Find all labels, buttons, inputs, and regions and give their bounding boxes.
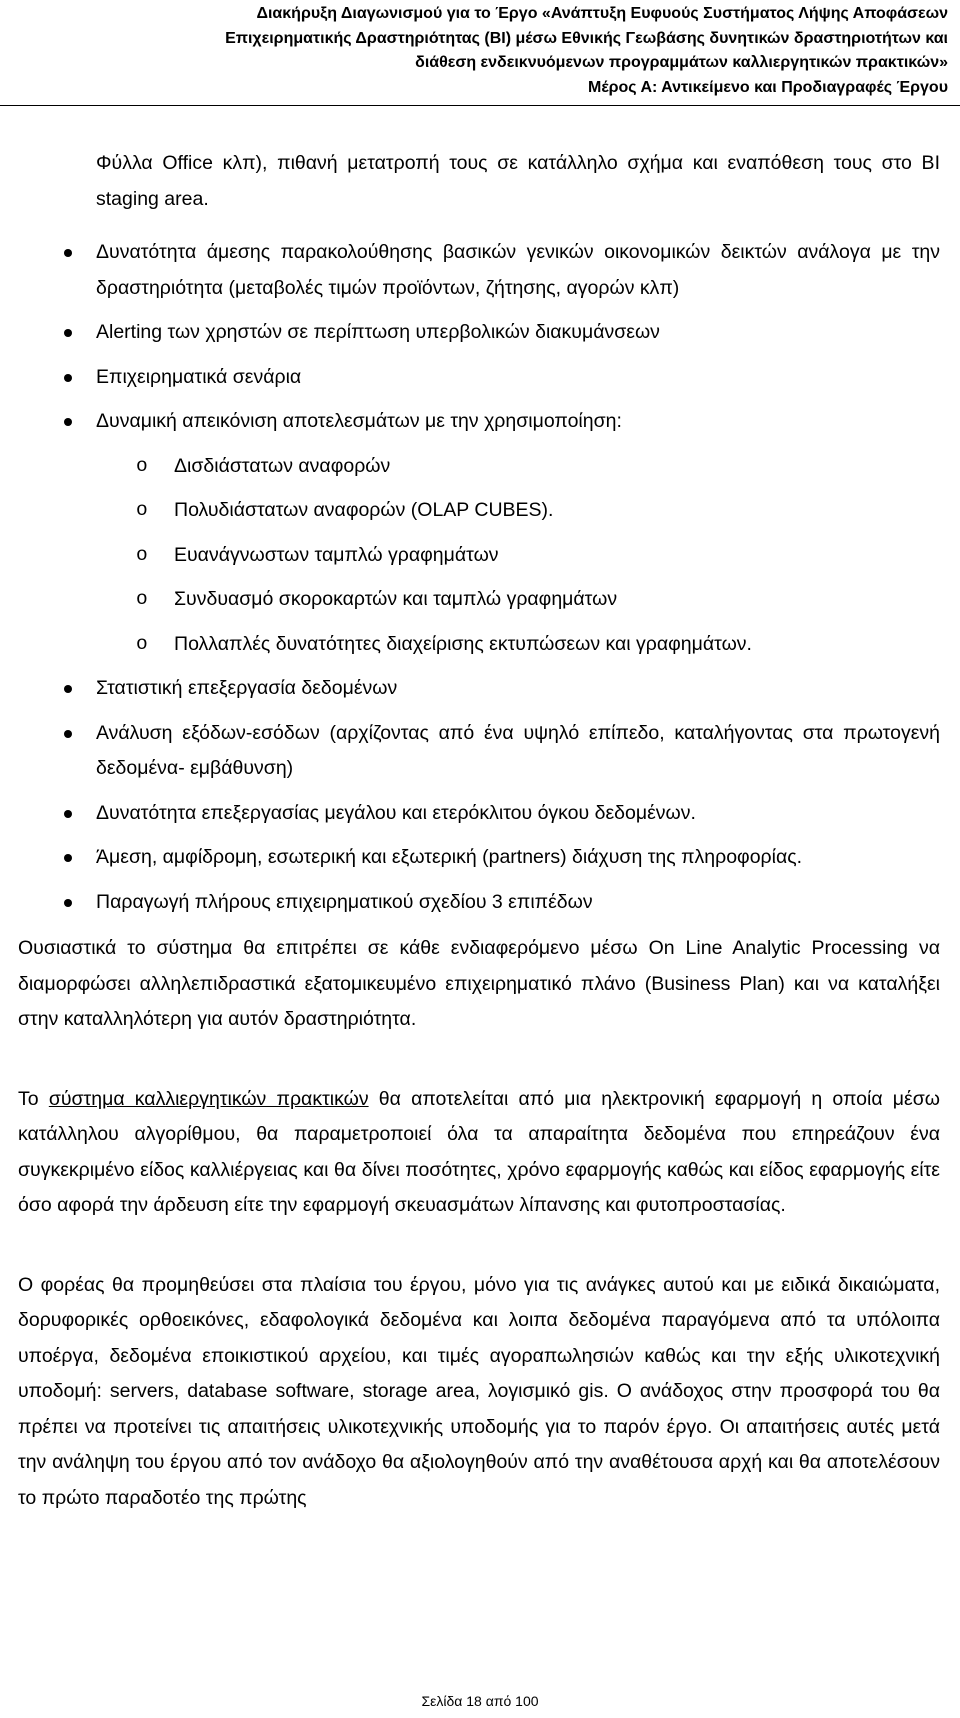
continuation-text: Φύλλα Office κλπ), πιθανή μετατροπή τους σε κατάλληλο σχήμα και εναπόθεση τους στο BI staging area. [96, 152, 940, 210]
sub-list-item: o Συνδυασμό σκοροκαρτών και ταμπλώ γραφημάτων [96, 582, 940, 618]
circle-bullet-icon: o [136, 588, 148, 610]
header-line-2: Επιχειρηματικής Δραστηριότητας (ΒΙ) μέσω Εθνικής Γεωβάσης δυνητικών δραστηριοτήτων και [225, 29, 948, 47]
bullet-icon [64, 810, 72, 818]
bullet-icon [64, 685, 72, 693]
list-item: Δυναμική απεικόνιση αποτελεσμάτων με την χρησιμοποίηση: o Δισδιάστατων αναφορών o Πολυδιάστατων αναφορών (OLAP CUBES). o Ευανάγνωστων ταμπλώ γραφημάτων o Συνδυασμό σκοροκαρτών και ταμπλώ γραφημάτων o Πολλαπλές δυνατότητες διαχείρισης εκτυπώσεων και γραφημάτων. [18, 404, 940, 662]
bullet-icon [64, 249, 72, 257]
bullet-icon [64, 730, 72, 738]
list-item: Στατιστική επεξεργασία δεδομένων [18, 671, 940, 707]
page-number: Σελίδα 18 από 100 [421, 1693, 539, 1709]
list-item: Παραγωγή πλήρους επιχειρηματικού σχεδίου 3 επιπέδων [18, 885, 940, 921]
header-line-3: διάθεση ενδεικνυόμενων προγραμμάτων καλλιεργητικών πρακτικών» [415, 54, 948, 71]
sub-list-item: o Πολλαπλές δυνατότητες διαχείρισης εκτυπώσεων και γραφημάτων. [96, 627, 940, 663]
bullet-icon [64, 899, 72, 907]
underlined-term: σύστημα καλλιεργητικών πρακτικών [48, 1087, 369, 1110]
circle-bullet-icon: o [136, 543, 148, 566]
circle-bullet-icon: o [136, 499, 148, 521]
list-item: Άμεση, αμφίδρομη, εσωτερική και εξωτερική (partners) διάχυση της πληροφορίας. [18, 840, 940, 876]
list-item: Δυνατότητα επεξεργασίας μεγάλου και ετερόκλιτου όγκου δεδομένων. [18, 796, 940, 832]
list-item: Ανάλυση εξόδων-εσόδων (αρχίζοντας από ένα υψηλό επίπεδο, καταλήγοντας στα πρωτογενή δεδομένα- εμβάθυνση) [18, 716, 940, 787]
sub-list-item: o Δισδιάστατων αναφορών [96, 449, 940, 485]
bullet-icon [64, 329, 72, 337]
sub-list-item: o Ευανάγνωστων ταμπλώ γραφημάτων [96, 538, 940, 574]
bullet-icon [64, 854, 72, 862]
bullet-icon [64, 374, 72, 382]
paragraph-olap: Ουσιαστικά το σύστημα θα επιτρέπει σε κάθε ενδιαφερόμενο μέσω On Line Analytic Processing να διαμορφώσει αλληλεπιδραστικά εξατομικευμένο επιχειρηματικό πλάνο (Business Plan) και να καταλήξει στην καταλληλότερη για αυτόν δραστηριότητα. [18, 937, 940, 1030]
paragraph-cultivation-system: Το σύστημα καλλιεργητικών πρακτικών θα αποτελείται από μια ηλεκτρονική εφαρμογή η οποία μέσω κατάλληλου αλγορίθμου, θα παραμετροποιεί όλα τα απαραίτητα δεδομένα που επηρεάζουν ένα συγκεκριμένο είδος καλλιέργειας και θα δίνει ποσότητες, χρόνο εφαρμογής καθώς και είδος εφαρμογής είτε όσο αφορά την άρδευση είτε την εφαρμογή σκευασμάτων λίπανσης και φυτοπροστασίας. [18, 1087, 940, 1216]
circle-bullet-icon: o [136, 454, 148, 477]
header-line-1: Διακήρυξη Διαγωνισμού για το Έργο «Ανάπτυξη Ευφυούς Συστήματος Λήψης Αποφάσεων [256, 5, 948, 22]
paragraph-infrastructure: Ο φορέας θα προμηθεύσει στα πλαίσια του έργου, μόνο για τις ανάγκες αυτού και με ειδικά δικαιώματα, δορυφορικές ορθοεικόνες, εδαφολογικά δεδομένα και λοιπα δεδομένα παραγόμενα από τα υπόλοιπα υποέργα, δεδομένα εποικιστικού αρχείου, και τιμές αγοραπωλησιών καθώς και την εξής υλικοτεχνική υποδομή: servers, database software, storage area, λογισμικό gis. Ο ανάδοχος στην προσφορά του θα πρέπει να προτείνει τις απαιτήσεις υλικοτεχνικής υποδομής για το παρόν έργο. Οι απαιτήσεις αυτές μετά την ανάληψη του έργου από τον ανάδοχο θα αξιολογηθούν από την αναθέτουσα αρχή και θα αποτελέσουν το πρώτο παραδοτέο της πρώτης [18, 1273, 940, 1509]
circle-bullet-icon: o [136, 632, 148, 655]
header-line-4: Μέρος Α: Αντικείμενο και Προδιαγραφές Έργου [588, 78, 948, 96]
sub-list [96, 449, 940, 663]
sub-list-item: o Πολυδιάστατων αναφορών (OLAP CUBES). [96, 493, 940, 529]
list-item: Δυνατότητα άμεσης παρακολούθησης βασικών γενικών οικονομικών δεικτών ανάλογα με την δραστηριότητα (μεταβολές τιμών προϊόντων, ζήτησης, αγορών κλπ) [18, 235, 940, 306]
page-header [8, 2, 948, 100]
header-divider [0, 105, 960, 106]
document-body [18, 146, 940, 1560]
list-item: Επιχειρηματικά σενάρια [18, 360, 940, 396]
list-item: Alerting των χρηστών σε περίπτωση υπερβολικών διακυμάνσεων [18, 315, 940, 351]
bullet-list [18, 235, 940, 920]
bullet-icon [64, 418, 72, 426]
